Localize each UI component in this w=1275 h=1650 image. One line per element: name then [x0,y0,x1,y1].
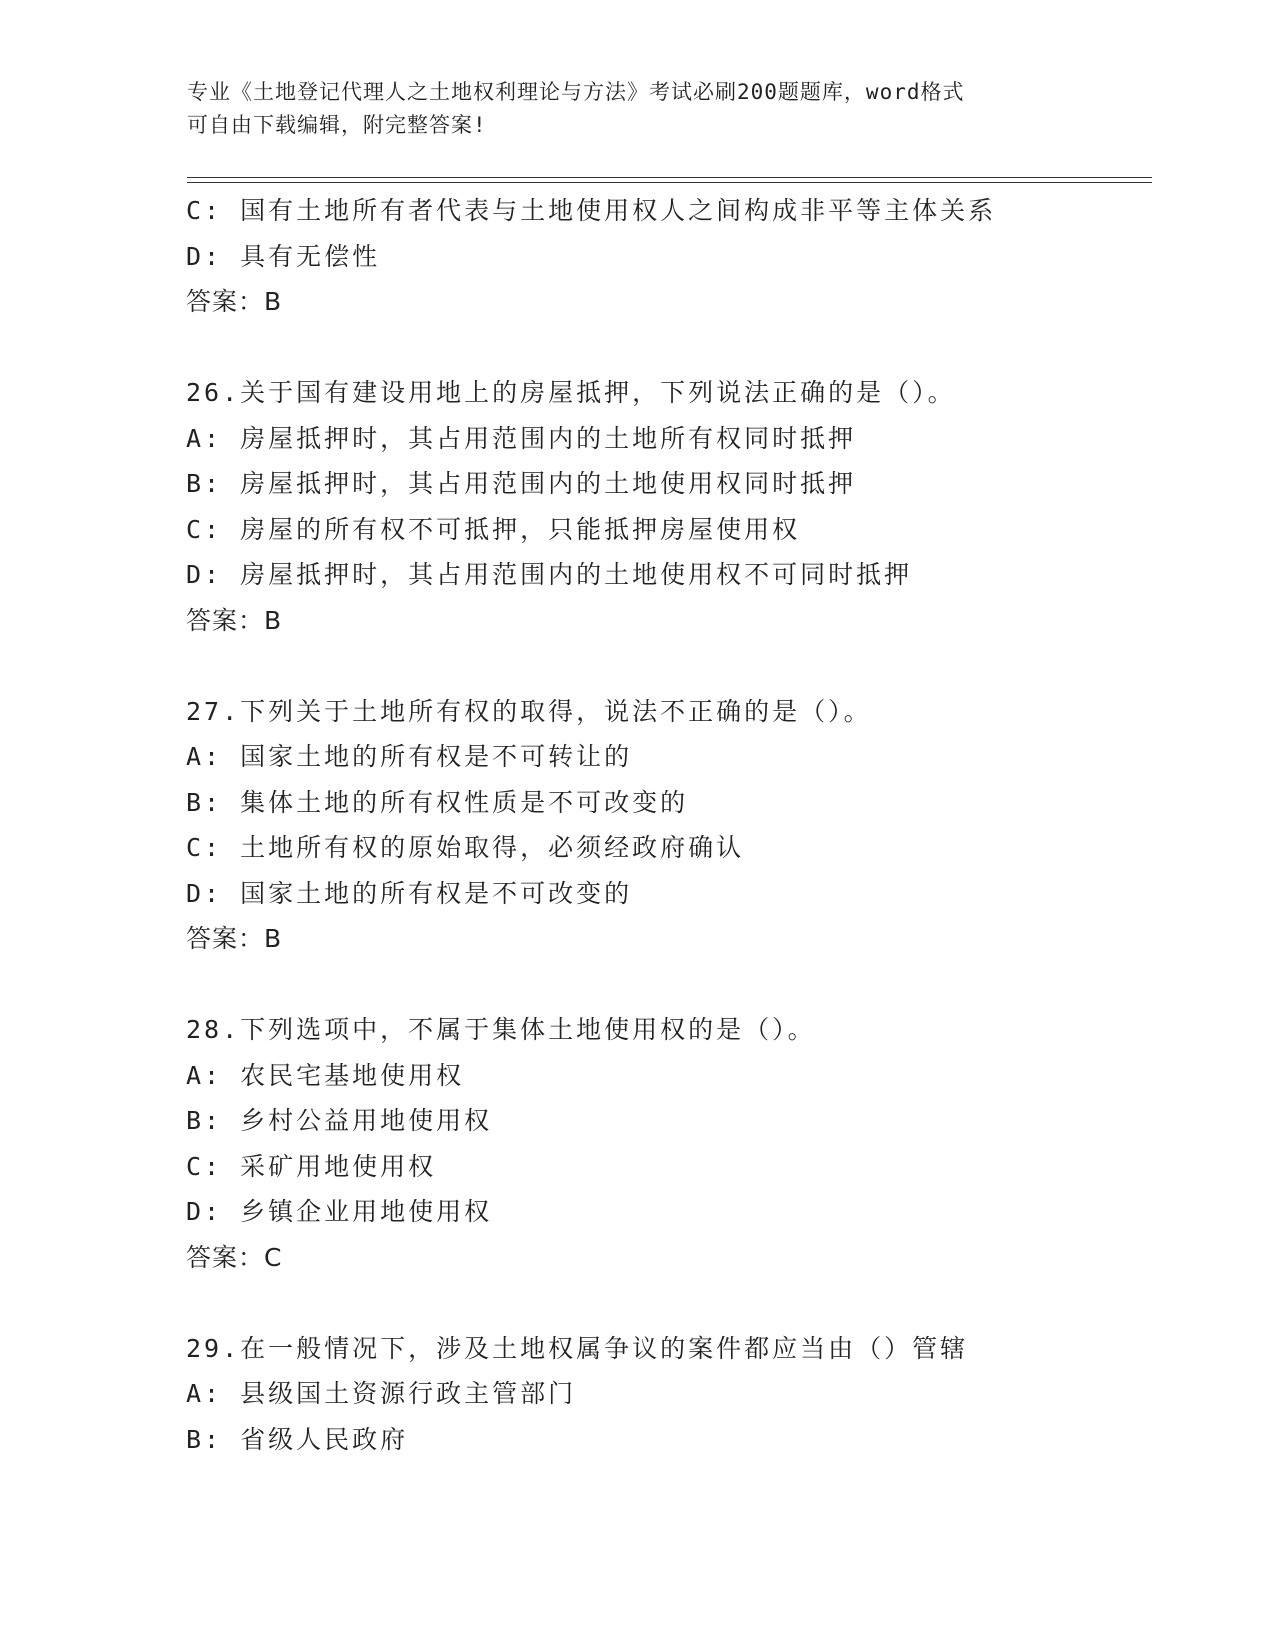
option-b: B: 乡村公益用地使用权 [186,1106,493,1135]
question-25-tail [186,188,1166,325]
answer: 答案：C [186,1242,283,1272]
option-d: D: 房屋抵押时，其占用范围内的土地使用权不可同时抵押 [186,560,913,589]
question-29 [186,1326,1166,1463]
question-text: 26.关于国有建设用地上的房屋抵押，下列说法正确的是（）。 [186,378,956,407]
question-text: 29.在一般情况下，涉及土地权属争议的案件都应当由（）管辖 [186,1333,969,1363]
option-a: A: 县级国土资源行政主管部门 [186,1379,577,1408]
answer: 答案：B [186,924,283,953]
question-list [186,188,1166,1462]
option-c: C: 房屋的所有权不可抵押，只能抵押房屋使用权 [186,514,801,544]
spacer [186,643,1166,689]
question-27 [186,689,1166,962]
question-26 [186,370,1166,643]
spacer [186,325,1166,371]
option-a: A: 国家土地的所有权是不可转让的 [186,742,633,771]
header-title-line-1: 专业《土地登记代理人之土地权利理论与方法》考试必刷200题题库，word格式 [187,80,965,104]
question-text: 27.下列关于土地所有权的取得，说法不正确的是（）。 [186,696,872,726]
option-c: C: 土地所有权的原始取得，必须经政府确认 [186,833,745,862]
question-28 [186,1007,1166,1280]
option-c: C: 采矿用地使用权 [186,1151,437,1181]
option-b: B: 集体土地的所有权性质是不可改变的 [186,787,689,817]
answer: 答案：B [186,287,283,316]
option-c: C: 国有土地所有者代表与土地使用权人之间构成非平等主体关系 [186,196,997,225]
option-d: D: 国家土地的所有权是不可改变的 [186,878,633,908]
answer: 答案：B [186,605,283,635]
option-d: D: 具有无偿性 [186,241,381,271]
option-d: D: 乡镇企业用地使用权 [186,1197,493,1226]
option-b: B: 省级人民政府 [186,1424,409,1454]
question-text: 28.下列选项中，不属于集体土地使用权的是（）。 [186,1015,816,1044]
header-divider-bottom [187,182,1152,183]
option-a: A: 房屋抵押时，其占用范围内的土地所有权同时抵押 [186,423,857,453]
spacer [186,1280,1166,1326]
header-title-line-2: 可自由下载编辑，附完整答案! [187,113,487,137]
option-b: B: 房屋抵押时，其占用范围内的土地使用权同时抵押 [186,469,857,498]
spacer [186,962,1166,1008]
header-divider-top [187,177,1152,178]
option-a: A: 农民宅基地使用权 [186,1060,465,1090]
document-header [187,76,1087,142]
